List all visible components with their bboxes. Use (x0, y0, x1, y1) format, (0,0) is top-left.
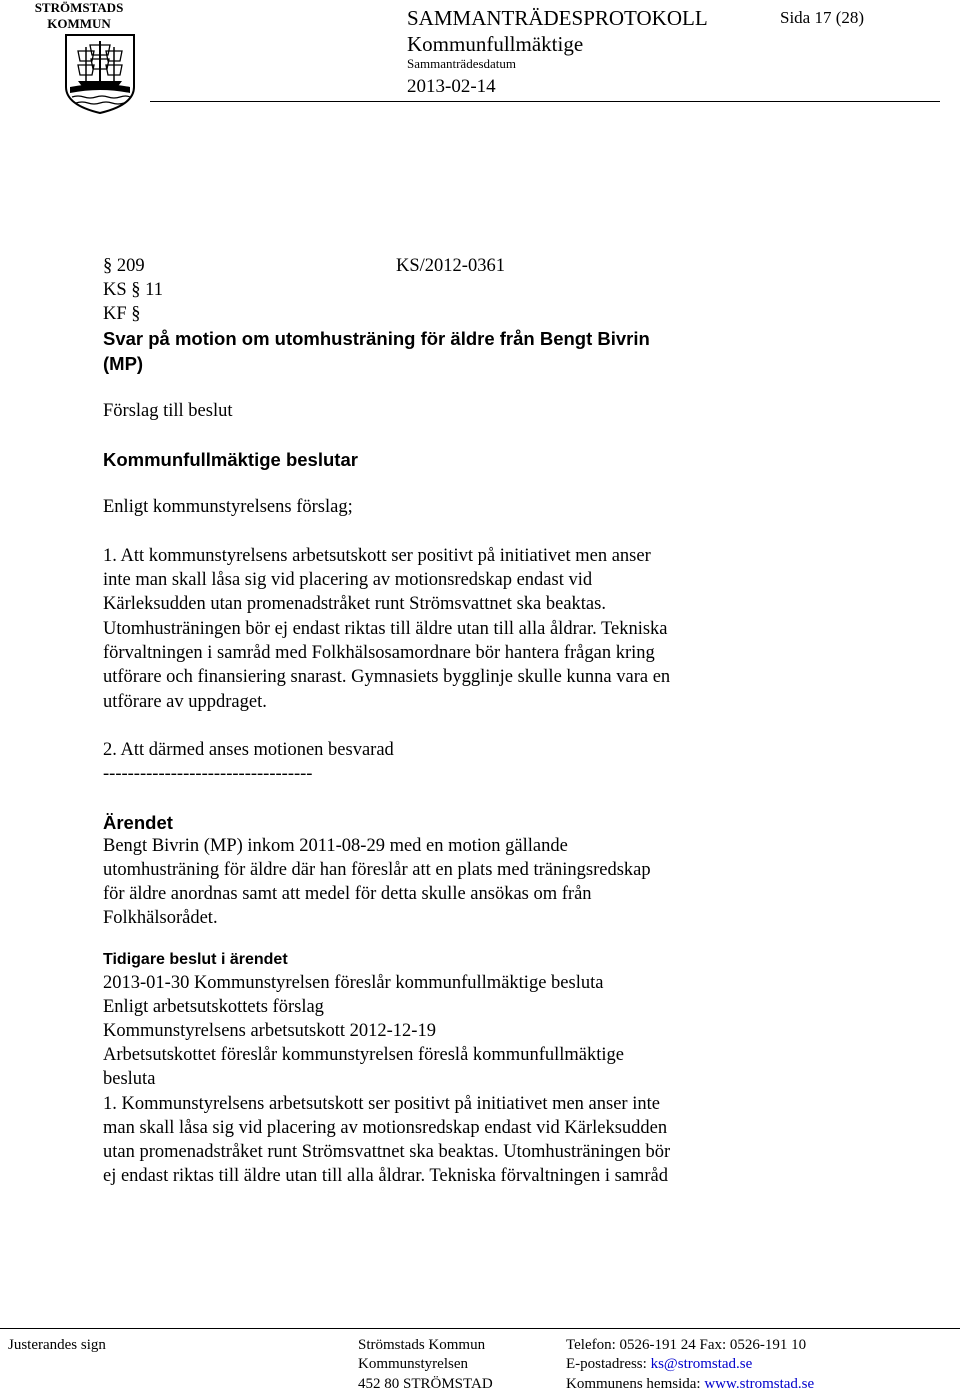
separator-line: ---------------------------------- (103, 764, 313, 784)
signature-label: Justerandes sign (8, 1337, 106, 1353)
case-number: KS/2012-0361 (396, 256, 505, 276)
email-label: E-postadress: (566, 1356, 651, 1372)
decision-point1-line: 1. Att kommunstyrelsens arbetsutskott ser positivt på initiativet men anser (103, 546, 651, 566)
matter-line: för äldre anordnas samt att medel för detta skulle ansökas om från (103, 884, 592, 904)
email-link[interactable]: ks@stromstad.se (650, 1356, 753, 1372)
matter-line: Bengt Bivrin (MP) inkom 2011-08-29 med en motion gällande (103, 836, 568, 856)
decision-heading: Kommunfullmäktige beslutar (103, 449, 358, 470)
according-to-text: Enligt kommunstyrelsens förslag; (103, 497, 353, 517)
prior-decision-line: ej endast riktas till äldre utan till alla åldrar. Tekniska förvaltningen i samråd (103, 1166, 669, 1186)
org-name (8, 0, 150, 32)
decision-point2: 2. Att därmed anses motionen besvarad (103, 740, 394, 760)
prior-decision-line: man skall låsa sig vid placering av motionsredskap endast vid Kärleksudden (103, 1118, 668, 1138)
org-name-line2: KOMMUN (47, 16, 111, 31)
coat-of-arms-logo (64, 33, 136, 115)
prior-decision-line: 2013-01-30 Kommunstyrelsen föreslår kommunfullmäktige besluta (103, 973, 604, 993)
committee-name: Kommunfullmäktige (407, 32, 584, 56)
matter-line: utomhusträning för äldre där han föreslår att en plats med träningsredskap (103, 860, 651, 880)
website-link[interactable]: www.stromstad.se (704, 1376, 815, 1392)
document-title: SAMMANTRÄDESPROTOKOLL (407, 6, 708, 30)
address-line: Strömstads Kommun (358, 1337, 486, 1353)
prior-decision-line: Kommunstyrelsens arbetsutskott 2012-12-19 (103, 1021, 436, 1041)
prior-decision-line: Enligt arbetsutskottets förslag (103, 997, 324, 1017)
decision-point1-line: Utomhusträningen bör ej endast riktas till äldre utan till alla åldrar. Tekniska (103, 619, 668, 639)
website-label: Kommunens hemsida: (566, 1376, 705, 1392)
address-line: 452 80 STRÖMSTAD (358, 1376, 493, 1392)
website-row (566, 1376, 814, 1393)
ks-paragraph: KS § 11 (103, 280, 163, 300)
meeting-date: 2013-02-14 (407, 76, 496, 97)
meeting-date-label: Sammanträdesdatum (407, 56, 517, 71)
org-name-line1: STRÖMSTADS (34, 0, 124, 15)
prior-decision-line: besluta (103, 1069, 156, 1089)
decision-point1-line: förvaltningen i samråd med Folkhälsosamordnare bör hantera frågan kring (103, 643, 655, 663)
paragraph-number: § 209 (103, 256, 145, 276)
header-divider (150, 101, 940, 102)
decision-point1-line: utförare av uppdraget. (103, 692, 267, 712)
matter-title-line2: (MP) (103, 353, 144, 374)
prior-decisions-heading: Tidigare beslut i ärendet (103, 951, 288, 968)
email-row (566, 1356, 752, 1373)
matter-title-line1: Svar på motion om utomhusträning för äldre från Bengt Bivrin (103, 328, 650, 349)
prior-decision-line: utan promenadstråket runt Strömsvattnet ska beaktas. Utomhusträningen bör (103, 1142, 671, 1162)
kf-paragraph: KF § (103, 304, 141, 324)
matter-heading: Ärendet (103, 812, 173, 833)
decision-point1-line: utförare och finansiering snarast. Gymnasiets bygglinje skulle kunna vara en (103, 667, 671, 687)
decision-point1-line: Kärleksudden utan promenadstråket runt Strömsvattnet ska beaktas. (103, 594, 606, 614)
proposal-label: Förslag till beslut (103, 401, 233, 421)
decision-point1-line: inte man skall låsa sig vid placering av motionsredskap endast vid (103, 570, 593, 590)
footer-divider (0, 1328, 960, 1329)
address-line: Kommunstyrelsen (358, 1356, 468, 1372)
page-number: Sida 17 (28) (780, 8, 865, 27)
matter-line: Folkhälsorådet. (103, 908, 218, 928)
phone-fax: Telefon: 0526-191 24 Fax: 0526-191 10 (566, 1337, 807, 1353)
prior-decision-line: 1. Kommunstyrelsens arbetsutskott ser positivt på initiativet men anser inte (103, 1094, 660, 1114)
prior-decision-line: Arbetsutskottet föreslår kommunstyrelsen föreslå kommunfullmäktige (103, 1045, 624, 1065)
